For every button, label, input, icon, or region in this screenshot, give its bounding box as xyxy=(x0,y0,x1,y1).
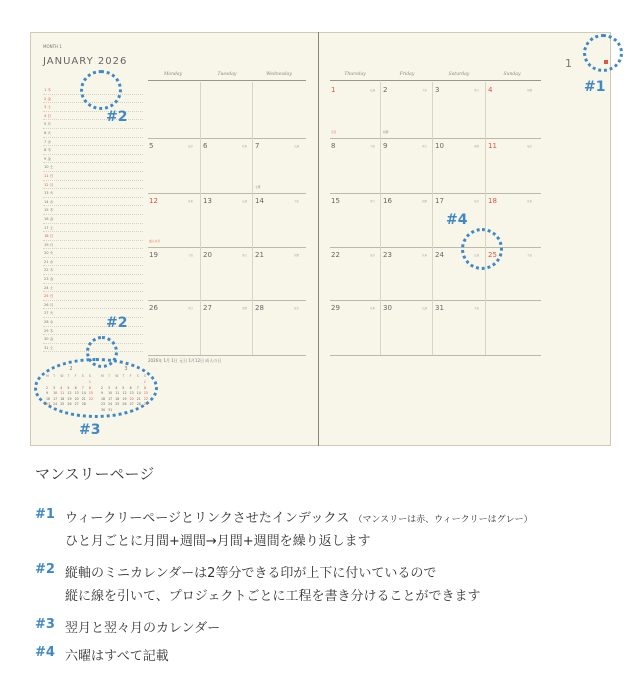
mini-day: 25 xyxy=(115,402,120,406)
mini-day: 17 xyxy=(108,396,113,401)
day-list-row xyxy=(43,172,143,181)
mini-dow-label: T xyxy=(122,374,125,378)
day-list-label: 14 水 xyxy=(44,199,54,204)
rokuyo-label: 赤口 xyxy=(474,89,480,92)
day-list-row xyxy=(43,112,143,121)
day-list-label: 29 木 xyxy=(44,328,54,333)
rokuyo-label: 仏滅 xyxy=(294,145,300,148)
calendar-day-number: 31 xyxy=(435,304,444,312)
day-list-row xyxy=(43,249,143,258)
day-list-label: 30 金 xyxy=(44,337,54,342)
day-list-row xyxy=(43,301,143,310)
mini-day: 20 xyxy=(74,396,79,401)
calendar-day-number: 10 xyxy=(435,142,444,150)
rokuyo-label: 大安 xyxy=(474,307,480,310)
week-rule xyxy=(330,247,541,248)
day-list-label: 10 土 xyxy=(44,165,54,170)
mini-day: 1 xyxy=(88,380,91,384)
day-list-label: 18 日 xyxy=(44,234,54,239)
holiday-note: 元日 xyxy=(331,130,337,134)
column-rule xyxy=(200,82,201,355)
mini-day: 23 xyxy=(46,402,51,406)
mini-day: 12 xyxy=(67,391,72,395)
callout-circle-2a xyxy=(80,70,122,110)
calendar-day-number: 1 xyxy=(331,86,336,94)
day-list-row xyxy=(43,120,143,129)
weekday-header: Monday xyxy=(163,72,183,77)
binding-gutter xyxy=(318,32,319,446)
mini-day: 4 xyxy=(60,385,63,390)
day-list-row xyxy=(43,224,143,233)
mini-day: 7 xyxy=(81,385,84,390)
mini-day: 16 xyxy=(101,396,106,401)
day-list-row xyxy=(43,232,143,241)
day-list-row xyxy=(43,198,143,207)
day-list-label: 7 水 xyxy=(44,139,52,144)
callout-label-2a: #2 xyxy=(106,109,128,125)
day-list-row xyxy=(43,189,143,198)
day-list-label: 19 月 xyxy=(44,242,54,247)
page-number: 1 xyxy=(565,57,572,70)
rokuyo-label: 仏滅 xyxy=(422,307,428,310)
mini-day: 23 xyxy=(101,402,106,406)
rokuyo-label: 赤口 xyxy=(242,254,248,257)
mini-calendar-title: 2 xyxy=(69,366,73,372)
mini-dow-label: T xyxy=(53,374,56,378)
mini-day: 8 xyxy=(88,385,91,390)
calendar-day-number: 22 xyxy=(331,251,340,259)
weekday-header: Thursday xyxy=(344,72,366,77)
callout-circle-1 xyxy=(583,34,623,72)
day-list-row xyxy=(43,292,143,301)
column-rule xyxy=(252,82,253,355)
mini-day: 6 xyxy=(129,385,132,390)
rokuyo-label: 先負 xyxy=(370,307,376,310)
holiday-footnote: 2026年 1月 1日 元日 1月12日 成人の日 xyxy=(148,358,222,363)
mini-day: 14 xyxy=(81,391,86,395)
rokuyo-label: 先勝 xyxy=(422,200,428,203)
rokuyo-label: 赤口 xyxy=(188,307,194,310)
rokuyo-label: 仏滅 xyxy=(242,200,248,203)
callout-circle-3 xyxy=(34,358,158,418)
mini-day: 9 xyxy=(46,391,49,395)
calendar-day-number: 24 xyxy=(435,251,444,259)
mini-day: 2 xyxy=(46,385,49,390)
day-list-label: 26 月 xyxy=(44,302,54,307)
day-list-label: 21 水 xyxy=(44,259,54,264)
mini-day: 19 xyxy=(67,396,72,401)
day-list-label: 27 火 xyxy=(44,311,54,316)
calendar-day-number: 2 xyxy=(383,86,388,94)
calendar-day-number: 19 xyxy=(149,251,158,259)
calendar-day-number: 5 xyxy=(149,142,154,150)
mini-day: 1 xyxy=(143,380,146,384)
item-text: ウィークリーページとリンクさせたインデックス （マンスリーは赤、ウィークリーはグレー） xyxy=(65,511,533,526)
calendar-day-number: 16 xyxy=(383,197,392,205)
mini-day: 6 xyxy=(74,385,77,390)
mini-day: 5 xyxy=(122,385,125,390)
mini-day: 3 xyxy=(108,385,111,390)
mini-day: 9 xyxy=(101,391,104,395)
mini-dow-label: M xyxy=(101,374,104,378)
day-list-label: 8 木 xyxy=(44,148,52,153)
day-list-label: 28 水 xyxy=(44,320,54,325)
day-list-label: 12 月 xyxy=(44,182,54,187)
day-list-label: 23 金 xyxy=(44,277,54,282)
mini-day: 18 xyxy=(115,396,120,401)
calendar-day-number: 15 xyxy=(331,197,340,205)
mini-dow-label: F xyxy=(74,374,77,378)
week-rule xyxy=(148,300,306,301)
day-list-label: 6 火 xyxy=(44,130,52,135)
mini-day: 31 xyxy=(108,407,113,412)
callout-label-2b: #2 xyxy=(106,315,128,331)
day-list-row xyxy=(43,241,143,250)
mini-day: 29 xyxy=(143,402,148,406)
rokuyo-label: 友引 xyxy=(370,254,376,257)
callout-label-3: #3 xyxy=(79,422,101,438)
mini-day: 17 xyxy=(53,396,58,401)
mini-dow-label: F xyxy=(129,374,132,378)
calendar-day-number: 4 xyxy=(488,86,493,94)
calendar-day-number: 11 xyxy=(488,142,497,150)
callout-circle-4 xyxy=(461,228,503,270)
item-text: ひと月ごとに月間+週間→月間+週間を繰り返します xyxy=(65,534,371,549)
day-list-row xyxy=(43,138,143,147)
rokuyo-label: 先負 xyxy=(527,200,533,203)
rokuyo-label: 友引 xyxy=(527,145,533,148)
rokuyo-label: 先勝 xyxy=(242,307,248,310)
mini-day: 26 xyxy=(122,402,127,406)
mini-day: 4 xyxy=(115,385,118,390)
mini-day: 22 xyxy=(143,396,148,401)
callout-label-1: #1 xyxy=(584,79,606,95)
rokuyo-label: 赤口 xyxy=(370,200,376,203)
mini-dow-label: W xyxy=(115,374,119,378)
holiday-note: 成人の日 xyxy=(149,239,161,243)
weekday-header: Sunday xyxy=(503,72,521,77)
mini-day: 5 xyxy=(67,385,70,390)
mini-day: 10 xyxy=(53,391,58,395)
rokuyo-label: 先負 xyxy=(188,200,194,203)
day-list-label: 17 土 xyxy=(44,225,54,230)
mini-day: 21 xyxy=(81,396,86,401)
calendar-day-number: 9 xyxy=(383,142,388,150)
mini-day: 18 xyxy=(60,396,65,401)
rokuyo-label: 友引 xyxy=(294,307,300,310)
week-rule xyxy=(148,355,306,356)
calendar-day-number: 17 xyxy=(435,197,444,205)
rokuyo-label: 大安 xyxy=(294,200,300,203)
calendar-day-number: 20 xyxy=(203,251,212,259)
mini-dow-label: S xyxy=(136,374,139,378)
mini-day: 12 xyxy=(122,391,127,395)
day-list-label: 16 金 xyxy=(44,216,54,221)
rokuyo-label: 大安 xyxy=(188,254,194,257)
day-list-row xyxy=(43,181,143,190)
calendar-day-number: 3 xyxy=(435,86,440,94)
day-list-label: 2 金 xyxy=(44,96,52,101)
day-list-row xyxy=(43,284,143,293)
calendar-day-number: 28 xyxy=(255,304,264,312)
mini-dow-label: S xyxy=(88,374,91,378)
mini-day: 13 xyxy=(74,391,79,395)
week-rule xyxy=(148,193,306,194)
day-list-row xyxy=(43,163,143,172)
mini-day: 15 xyxy=(143,391,148,395)
calendar-day-number: 13 xyxy=(203,197,212,205)
rokuyo-label: 仏滅 xyxy=(474,254,480,257)
column-rule xyxy=(485,82,486,355)
weekday-header: Tuesday xyxy=(217,72,237,77)
rokuyo-label: 大安 xyxy=(370,145,376,148)
holiday-note: 七草 xyxy=(255,185,261,189)
mini-calendar-title: 3 xyxy=(124,366,128,372)
vertical-day-list xyxy=(43,86,143,352)
mini-day: 2 xyxy=(101,385,104,390)
calendar-day-number: 8 xyxy=(331,142,336,150)
section-title: マンスリーページ xyxy=(35,465,155,483)
day-list-label: 25 日 xyxy=(44,294,54,299)
day-list-row xyxy=(43,215,143,224)
mini-day: 13 xyxy=(129,391,134,395)
calendar-day-number: 6 xyxy=(203,142,208,150)
column-rule xyxy=(380,82,381,355)
day-list-label: 4 日 xyxy=(44,113,52,118)
week-rule xyxy=(330,138,541,139)
mini-day: 7 xyxy=(136,385,139,390)
calendar-day-number: 12 xyxy=(149,197,158,205)
rokuyo-label: 大安 xyxy=(422,89,428,92)
day-list-row xyxy=(43,318,143,327)
weekday-header: Wednesday xyxy=(266,72,292,77)
day-list-row xyxy=(43,206,143,215)
mini-day: 11 xyxy=(115,391,120,395)
mini-day: 14 xyxy=(136,391,141,395)
calendar-day-number: 30 xyxy=(383,304,392,312)
day-list-label: 5 月 xyxy=(44,122,52,127)
item-number: #2 xyxy=(35,562,55,577)
rokuyo-label: 赤口 xyxy=(422,145,428,148)
day-list-row xyxy=(43,258,143,267)
day-list-row xyxy=(43,266,143,275)
item-number: #4 xyxy=(35,645,55,660)
day-list-label: 31 土 xyxy=(44,345,54,350)
day-list-label: 24 土 xyxy=(44,285,54,290)
mini-day: 20 xyxy=(129,396,134,401)
day-list-label: 13 火 xyxy=(44,191,54,196)
calendar-day-number: 7 xyxy=(255,142,260,150)
week-rule xyxy=(148,138,306,139)
mini-day: 10 xyxy=(108,391,113,395)
item-number: #1 xyxy=(35,507,55,522)
day-list-label: 15 木 xyxy=(44,208,54,213)
mini-dow-label: T xyxy=(108,374,111,378)
mini-day: 26 xyxy=(67,402,72,406)
mini-day: 3 xyxy=(53,385,56,390)
day-list-row xyxy=(43,275,143,284)
column-rule xyxy=(432,82,433,355)
day-list-label: 11 日 xyxy=(44,173,54,178)
week-rule xyxy=(330,355,541,356)
mini-dow-label: S xyxy=(81,374,84,378)
mini-dow-label: T xyxy=(67,374,70,378)
mini-dow-label: M xyxy=(46,374,49,378)
mini-dow-label: W xyxy=(60,374,64,378)
rokuyo-label: 大安 xyxy=(527,254,533,257)
day-list-label: 9 金 xyxy=(44,156,52,161)
header-rule xyxy=(148,80,306,81)
weekday-header: Friday xyxy=(399,72,415,77)
rokuyo-label: 仏滅 xyxy=(370,89,376,92)
day-list-label: 3 土 xyxy=(44,105,52,110)
rokuyo-label: 先勝 xyxy=(527,89,533,92)
week-rule xyxy=(330,193,541,194)
day-list-row xyxy=(43,327,143,336)
item-text: 翌月と翌々月のカレンダー xyxy=(65,621,221,636)
day-list-row xyxy=(43,146,143,155)
rokuyo-label: 友引 xyxy=(188,145,194,148)
holiday-note: 初夢 xyxy=(383,130,389,134)
day-list-label: 20 火 xyxy=(44,251,54,256)
item-text: 六曜はすべて記載 xyxy=(65,649,169,664)
rokuyo-label: 先負 xyxy=(422,254,428,257)
week-rule xyxy=(330,300,541,301)
mini-day: 28 xyxy=(81,402,86,406)
calendar-day-number: 14 xyxy=(255,197,264,205)
mini-day: 27 xyxy=(74,402,79,406)
day-list-label: 1 木 xyxy=(44,88,52,92)
day-list-row xyxy=(43,155,143,164)
calendar-day-number: 21 xyxy=(255,251,264,259)
month-label: MONTH 1 xyxy=(43,44,62,49)
callout-label-4: #4 xyxy=(446,212,468,228)
mini-day: 25 xyxy=(60,402,65,406)
mini-day: 11 xyxy=(60,391,65,395)
day-list-row xyxy=(43,309,143,318)
weekday-header: Saturday xyxy=(448,72,470,77)
mini-day: 15 xyxy=(88,391,93,395)
header-rule xyxy=(330,80,541,81)
calendar-day-number: 25 xyxy=(488,251,497,259)
rokuyo-label: 友引 xyxy=(474,200,480,203)
mini-day: 30 xyxy=(101,407,106,412)
day-list-label: 22 木 xyxy=(44,268,54,273)
mini-day: 19 xyxy=(122,396,127,401)
day-list-row xyxy=(43,129,143,138)
month-title: JANUARY 2026 xyxy=(43,56,128,67)
mini-day: 27 xyxy=(129,402,134,406)
mini-dow-label: S xyxy=(143,374,146,378)
mini-day: 24 xyxy=(53,402,58,406)
calendar-day-number: 26 xyxy=(149,304,158,312)
mini-day: 8 xyxy=(143,385,146,390)
item-text: 縦に線を引いて、プロジェクトごとに工程を書き分けることができます xyxy=(65,589,481,604)
mini-day: 22 xyxy=(88,396,93,401)
calendar-day-number: 27 xyxy=(203,304,212,312)
rokuyo-label: 先負 xyxy=(242,145,248,148)
calendar-day-number: 29 xyxy=(331,304,340,312)
week-rule xyxy=(148,247,306,248)
mini-day: 24 xyxy=(108,402,113,406)
calendar-day-number: 23 xyxy=(383,251,392,259)
rokuyo-label: 先勝 xyxy=(294,254,300,257)
mini-day: 21 xyxy=(136,396,141,401)
item-text: 縦軸のミニカレンダーは2等分できる印が上下に付いているので xyxy=(65,566,437,581)
calendar-day-number: 18 xyxy=(488,197,497,205)
mini-day: 16 xyxy=(46,396,51,401)
item-number: #3 xyxy=(35,617,55,632)
rokuyo-label: 先勝 xyxy=(474,145,480,148)
mini-day: 28 xyxy=(136,402,141,406)
